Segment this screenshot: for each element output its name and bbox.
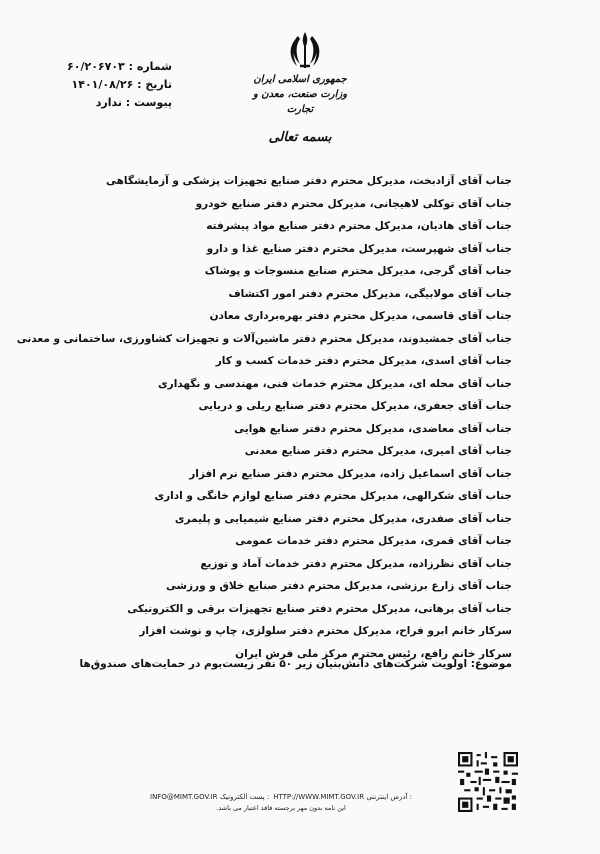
- footer-note: این نامه بدون مهر برجسته فاقد اعتبار می باشد.: [216, 804, 346, 812]
- letter-attachment: پیوست : ندارد: [95, 96, 172, 109]
- recipient-item: جناب آقای محله ای، مدیرکل محترم خدمات فنی، مهندسی و نگهداری: [158, 377, 512, 390]
- recipient-list: [16, 170, 512, 665]
- footer-email[interactable]: INFO@MIMT.GOV.IR: [150, 793, 218, 801]
- ministry-header: [240, 72, 360, 117]
- recipient-item: جناب آقای مولابیگی، مدیرکل محترم دفتر امور اکتشاف: [228, 287, 512, 300]
- letter-meta: [62, 58, 172, 112]
- recipient-item: جناب آقای جمشیدوند، مدیرکل محترم دفتر ماشین‌آلات و تجهیزات کشاورزی، ساختمانی و معدنی: [16, 332, 512, 345]
- recipient-item: جناب آقای شهپرست، مدیرکل محترم دفتر صنایع غذا و دارو: [206, 242, 512, 255]
- iran-emblem-icon: [288, 30, 322, 70]
- ministry-line-2: وزارت صنعت، معدن و تجارت: [252, 89, 348, 115]
- recipient-item: جناب آقای برهانی، مدیرکل محترم دفتر صنایع تجهیزات برقی و الکترونیکی: [127, 602, 512, 615]
- recipient-item: جناب آقای قمری، مدیرکل محترم دفتر خدمات عمومی: [235, 535, 512, 547]
- recipient-item: جناب آقای اسماعیل زاده، مدیرکل محترم دفتر صنایع نرم افزار: [189, 467, 512, 480]
- footer-web-label: آدرس اینترنتی :: [366, 793, 412, 801]
- letter-footer: [150, 792, 412, 814]
- footer-email-label: پست الکترونیک :: [219, 793, 270, 801]
- recipient-item: سرکار خانم رافع، رئیس محترم مرکز ملی فرش ایران: [235, 647, 512, 660]
- qr-code-icon[interactable]: [458, 752, 518, 812]
- recipient-item: سرکار خانم ابرو فراح، مدیرکل محترم دفتر سلولزی، چاپ و نوشت افزار: [139, 625, 512, 637]
- letter-date: تاریخ : ۱۴۰۱/۰۸/۲۶: [71, 78, 172, 91]
- recipient-item: جناب آقای جعفری، مدیرکل محترم دفتر صنایع ریلی و دریایی: [198, 400, 512, 412]
- letter-number: شماره : ۶۰/۲۰۶۷۰۳: [67, 60, 172, 73]
- recipient-item: جناب آقای معاضدی، مدیرکل محترم دفتر صنایع هوایی: [234, 422, 512, 435]
- letter-subject: موضوع: اولویت شرکت‌های دانش‌بنیان زیر ۵۰ نفر زیست‌بوم در حمایت‌های صندوق‌ها: [79, 658, 512, 670]
- recipient-item: جناب آقای شکرالهی، مدیرکل محترم دفتر صنایع لوازم خانگی و اداری: [154, 490, 512, 502]
- footer-website[interactable]: HTTP://WWW.MIMT.GOV.IR: [273, 793, 365, 801]
- footer-email-group: [150, 792, 269, 803]
- recipient-item: جناب آقای قاسمی، مدیرکل محترم دفتر بهره‌برداری معادن: [209, 310, 512, 322]
- recipient-item: جناب آقای صفدری، مدیرکل محترم دفتر صنایع شیمیایی و پلیمری: [174, 512, 512, 525]
- recipient-item: جناب آقای نظرزاده، مدیرکل محترم دفتر خدمات آماد و توزیع: [200, 557, 512, 570]
- bismillah: بسمه تعالی: [268, 130, 332, 145]
- recipient-item: جناب آقای زارع برزشی، مدیرکل محترم دفتر صنایع خلاق و ورزشی: [166, 580, 512, 592]
- recipient-item: جناب آقای اسدی، مدیرکل محترم دفتر خدمات کسب و کار: [215, 355, 512, 367]
- recipient-item: جناب آقای آزادبخت، مدیرکل محترم دفتر صنایع تجهیزات پزشکی و آزمایشگاهی: [106, 175, 512, 187]
- recipient-item: جناب آقای امیری، مدیرکل محترم دفتر صنایع معدنی: [244, 445, 512, 457]
- footer-contact-row: [150, 792, 412, 803]
- footer-web-group: [273, 792, 412, 803]
- recipient-item: جناب آقای توکلی لاهیجانی، مدیرکل محترم دفتر صنایع خودرو: [195, 197, 512, 210]
- recipient-item: جناب آقای گرجی، مدیرکل محترم صنایع منسوجات و پوشاک: [204, 265, 512, 277]
- recipient-item: جناب آقای هادیان، مدیرکل محترم دفتر صنایع مواد پیشرفته: [206, 220, 512, 232]
- ministry-line-1: جمهوری اسلامی ایران: [253, 74, 347, 85]
